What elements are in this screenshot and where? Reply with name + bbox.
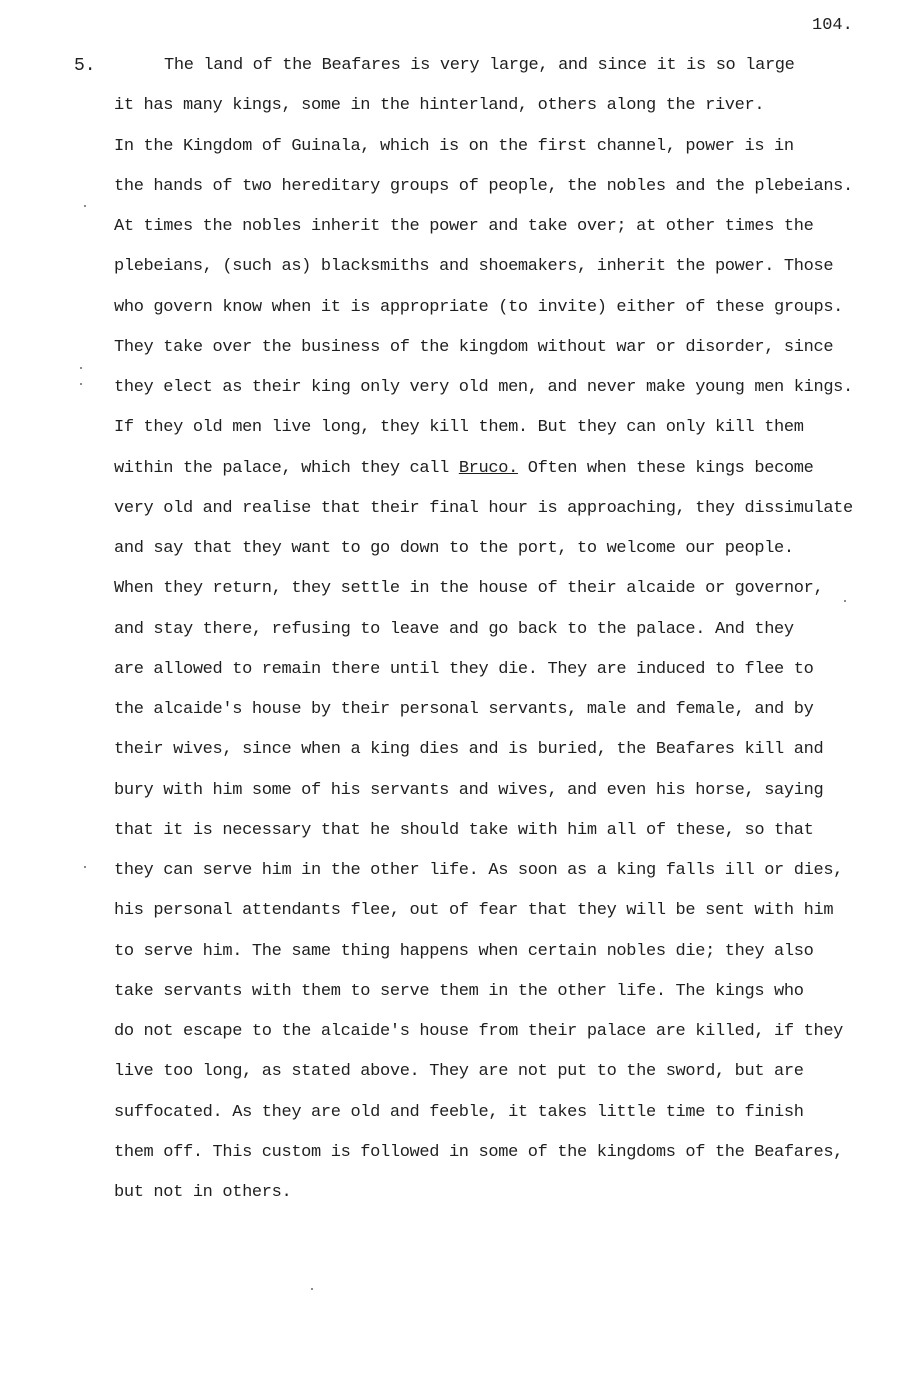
margin-speck (80, 367, 82, 369)
text-segment: do not escape to the alcaide's house from their palace are killed, if they (114, 1022, 844, 1041)
text-line (114, 620, 794, 640)
text-segment: plebeians, (such as) blacksmiths and shoemakers, inherit the power. Those (114, 257, 834, 277)
text-segment: his personal attendants flee, out of fear that they will be sent with him (114, 901, 834, 921)
text-line (114, 1103, 804, 1123)
text-segment: it has many kings, some in the hinterland, others along the river. (114, 96, 765, 116)
palace-name: Bruco. (458, 458, 518, 478)
text-line (114, 1143, 843, 1163)
margin-speck (84, 205, 86, 207)
text-segment: to serve him. The same thing happens when certain nobles die; they also (114, 941, 814, 961)
text-segment: who govern know when it is appropriate (to invite) either of these groups. (114, 297, 844, 317)
text-segment: The land of the Beafares is very large, and since it is so large (164, 56, 795, 75)
text-line (164, 56, 795, 76)
text-line (114, 177, 853, 197)
margin-speck (844, 600, 846, 602)
text-line (114, 1183, 291, 1203)
text-segment: them off. This custom is followed in some of the kingdoms of the Beafares, (114, 1142, 844, 1162)
text-segment: that it is necessary that he should take with him all of these, so that (114, 820, 814, 840)
text-segment: within the palace, which they call (114, 458, 459, 478)
text-segment: suffocated. As they are old and feeble, it takes little time to finish (114, 1102, 804, 1122)
text-line (114, 499, 853, 519)
text-segment: When they return, they settle in the house of their alcaide or governor, (114, 579, 824, 599)
text-segment: They take over the business of the kingdom without war or disorder, since (114, 337, 834, 357)
text-line (114, 660, 813, 680)
text-line (114, 378, 853, 398)
text-line (114, 96, 764, 116)
text-segment: In the Kingdom of Guinala, which is on the first channel, power is in (114, 136, 794, 156)
text-segment: live too long, as stated above. They are not put to the sword, but are (114, 1062, 804, 1082)
text-segment: bury with him some of his servants and wives, and even his horse, saying (114, 780, 824, 800)
text-segment: are allowed to remain there until they die. They are induced to flee to (114, 659, 814, 679)
text-line (114, 579, 823, 599)
text-segment: they can serve him in the other life. As soon as a king falls ill or dies, (114, 861, 844, 880)
text-line (114, 217, 813, 237)
text-line (114, 982, 804, 1002)
text-segment: Often when these kings become (517, 458, 814, 478)
text-segment: but not in others. (114, 1183, 292, 1202)
text-line (114, 459, 814, 479)
page-number: 104. (812, 16, 853, 35)
margin-speck (80, 383, 82, 385)
text-line (114, 821, 813, 841)
text-line (114, 338, 833, 358)
margin-speck (84, 866, 86, 868)
text-segment: their wives, since when a king dies and is buried, the Beafares kill and (114, 740, 824, 760)
text-line (114, 861, 843, 881)
text-line (114, 1022, 843, 1042)
text-line (114, 257, 833, 277)
text-segment: and say that they want to go down to the port, to welcome our people. (114, 539, 794, 558)
text-line (114, 298, 843, 318)
text-line (114, 781, 823, 801)
text-line (114, 1062, 804, 1082)
text-line (114, 740, 823, 760)
text-segment: and stay there, refusing to leave and go back to the palace. And they (114, 619, 794, 639)
text-segment: At times the nobles inherit the power and take over; at other times the (114, 217, 814, 236)
text-line (114, 137, 794, 157)
paragraph-number: 5. (74, 56, 96, 76)
text-line (114, 901, 833, 921)
margin-speck (311, 1288, 313, 1290)
text-segment: If they old men live long, they kill them. But they can only kill them (114, 418, 804, 438)
text-segment: take servants with them to serve them in the other life. The kings who (114, 981, 804, 1001)
text-line (114, 418, 804, 438)
text-segment: the hands of two hereditary groups of people, the nobles and the plebeians. (114, 176, 853, 196)
text-segment: the alcaide's house by their personal servants, male and female, and by (114, 700, 814, 719)
text-line (114, 539, 794, 559)
text-segment: they elect as their king only very old men, and never make young men kings. (114, 378, 853, 397)
text-line (114, 700, 813, 720)
text-segment: very old and realise that their final hour is approaching, they dissimulate (114, 498, 853, 518)
text-line (114, 942, 813, 962)
